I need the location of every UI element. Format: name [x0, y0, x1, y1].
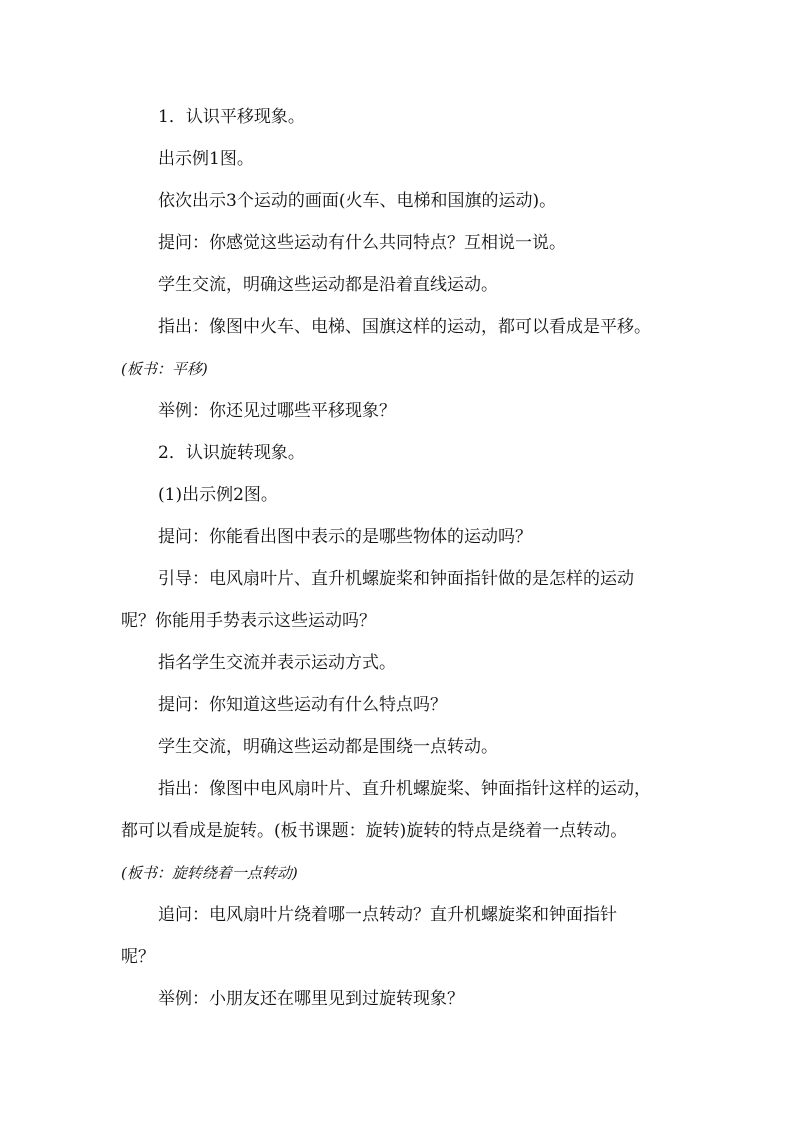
- paragraph-student-demo: 指名学生交流并表示运动方式。: [158, 653, 396, 673]
- heading-rotation: 2．认识旋转现象。: [158, 443, 305, 463]
- paragraph-point-out-translation: 指出：像图中火车、电梯、国旗这样的运动，都可以看成是平移。: [158, 317, 651, 337]
- paragraph-question-objects: 提问：你能看出图中表示的是哪些物体的运动吗？: [158, 527, 532, 547]
- paragraph-point-out-rotation-line-1: 指出：像图中电风扇叶片、直升机螺旋桨、钟面指针这样的运动，: [158, 779, 651, 799]
- paragraph-student-exchange-point: 学生交流，明确这些运动都是围绕一点转动。: [158, 737, 498, 757]
- paragraph-guide-line-1: 引导：电风扇叶片、直升机螺旋桨和钟面指针做的是怎样的运动: [158, 569, 634, 589]
- board-note-translation: (板书：平移): [121, 360, 208, 378]
- paragraph-student-exchange-line: 学生交流，明确这些运动都是沿着直线运动。: [158, 275, 498, 295]
- board-note-rotation: (板书：旋转绕着一点转动): [121, 864, 298, 882]
- paragraph-question-features: 提问：你知道这些运动有什么特点吗？: [158, 695, 447, 715]
- paragraph-follow-up-line-1: 追问：电风扇叶片绕着哪一点转动？直升机螺旋桨和钟面指针: [158, 905, 617, 925]
- paragraph-show-example-1: 出示例1图。: [158, 149, 254, 169]
- paragraph-question-common: 提问：你感觉这些运动有什么共同特点？互相说一说。: [158, 233, 566, 253]
- paragraph-follow-up-line-2: 呢？: [121, 947, 155, 967]
- paragraph-show-motions: 依次出示3个运动的画面(火车、电梯和国旗的运动)。: [158, 191, 557, 211]
- paragraph-example-rotation: 举例：小朋友还在哪里见到过旋转现象？: [158, 989, 464, 1009]
- paragraph-point-out-rotation-line-2: 都可以看成是旋转。(板书课题：旋转)旋转的特点是绕着一点转动。: [121, 821, 628, 841]
- heading-translation: 1．认识平移现象。: [158, 107, 305, 127]
- paragraph-guide-line-2: 呢？你能用手势表示这些运动吗？: [121, 611, 376, 631]
- paragraph-show-example-2: (1)出示例2图。: [158, 485, 278, 505]
- paragraph-example-translation: 举例：你还见过哪些平移现象？: [158, 401, 396, 421]
